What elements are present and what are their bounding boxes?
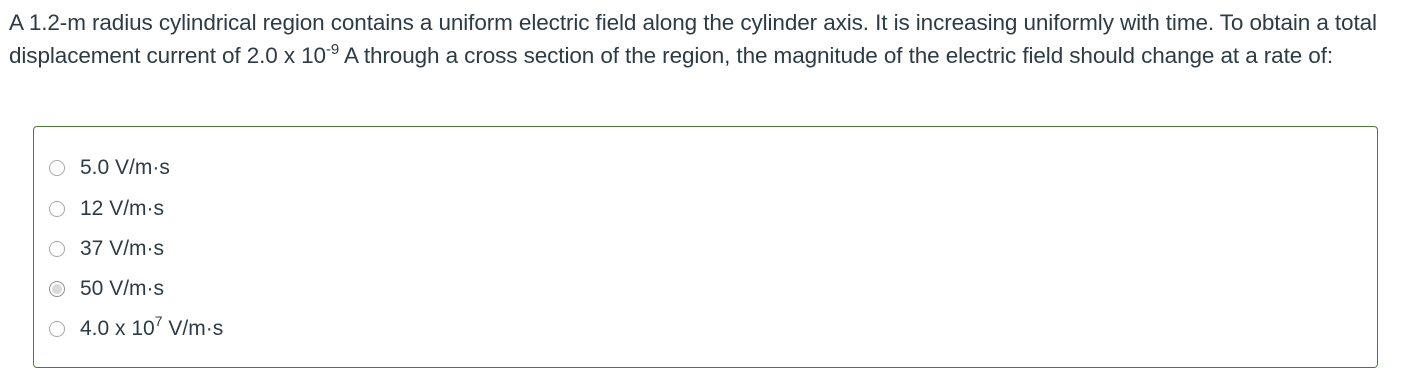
answer-label-3: 37 V/m·s [80, 237, 165, 260]
answer-option-4[interactable] [49, 274, 164, 304]
answer-label-1: 5.0 V/m·s [80, 156, 170, 179]
answer-label-5-part-1: 4.0 x 10 [80, 317, 155, 340]
answer-label-4: 50 V/m·s [80, 277, 165, 300]
answer-label-5-exponent: 7 [154, 313, 163, 329]
answer-label-5-part-2: V/m·s [162, 317, 224, 340]
answer-label-5 [80, 313, 224, 341]
answer-choices-box [33, 126, 1378, 368]
answer-option-3[interactable] [49, 234, 164, 264]
answer-option-2[interactable] [49, 194, 164, 224]
question-exponent: -9 [325, 40, 340, 58]
radio-button-3[interactable] [49, 241, 65, 257]
question-text [9, 6, 1399, 72]
question-text-part-2: A through a cross section of the region, the magnitude of the electric field should change at a rate of: [339, 43, 1334, 68]
question-text-part-1: A 1.2-m radius cylindrical region contains a uniform electric field along the cylinder axis. It is increasing uniformly with time. To obtain a total displacement current of 2.0 x 10 [9, 10, 1377, 68]
radio-button-5[interactable] [49, 321, 65, 337]
answer-option-1[interactable] [49, 153, 170, 183]
radio-button-1[interactable] [49, 160, 65, 176]
radio-button-2[interactable] [49, 201, 65, 217]
radio-button-4[interactable] [49, 281, 65, 297]
answer-option-5[interactable] [49, 314, 223, 344]
answer-label-2: 12 V/m·s [80, 197, 165, 220]
